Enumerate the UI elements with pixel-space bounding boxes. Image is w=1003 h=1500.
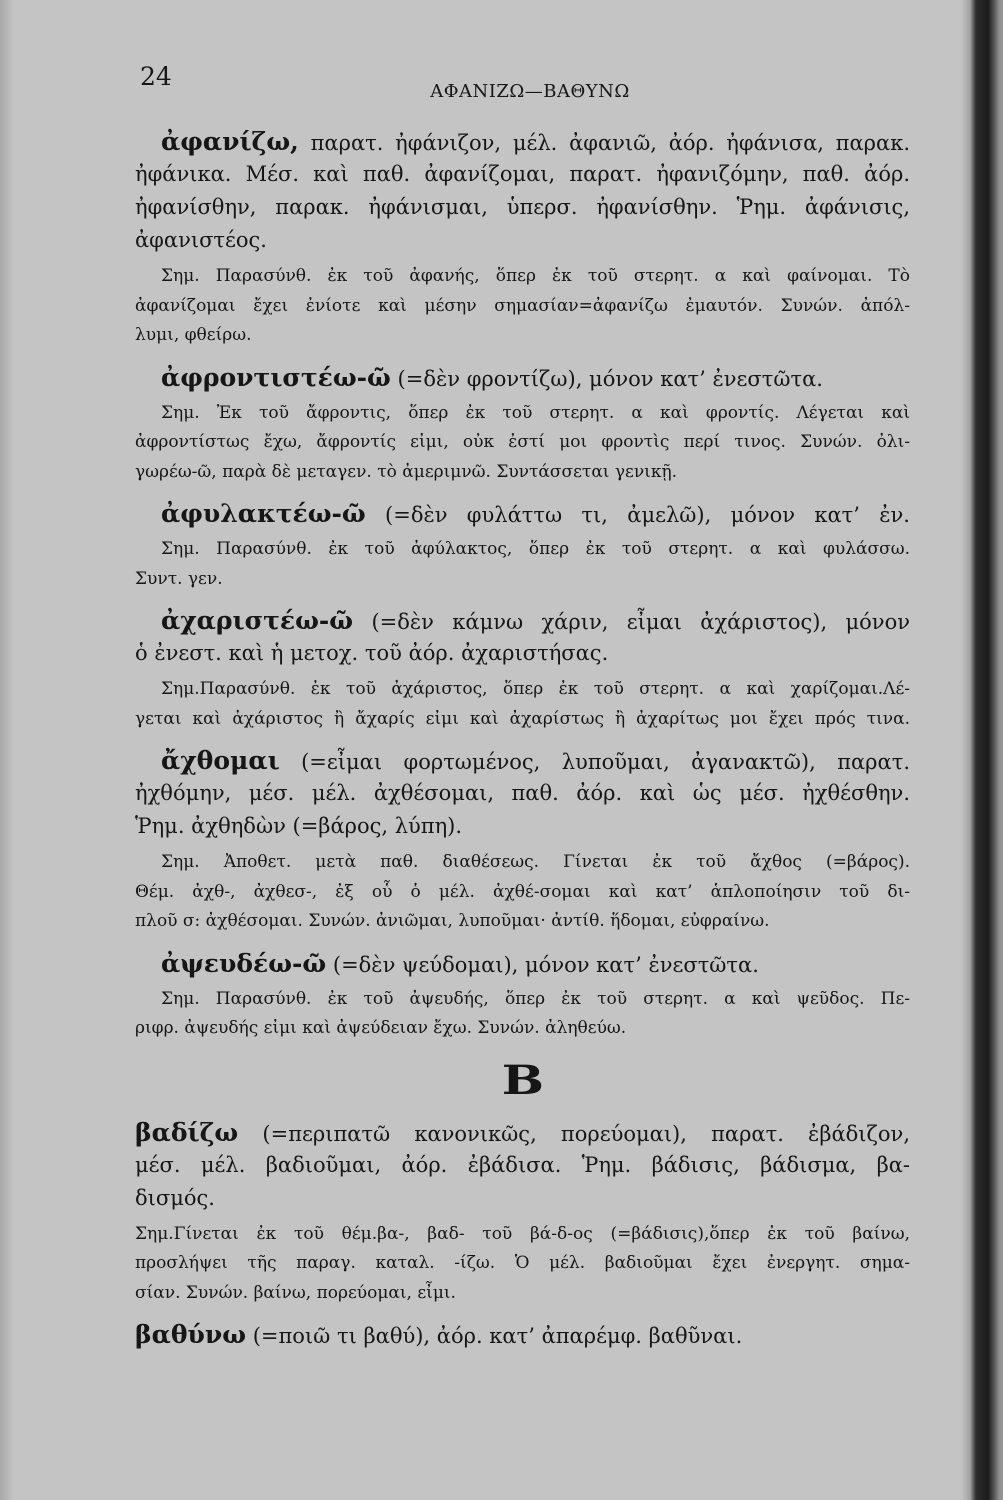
dictionary-entry: [135, 604, 910, 734]
headword: βαδίζω: [135, 1117, 239, 1147]
dictionary-entry: [135, 1116, 910, 1309]
note-line: πλοῦ σ: ἀχθέσομαι. Συνών. ἀνιῶμαι, λυποῦμαι· ἀντίθ. ἥδομαι, εὐφραίνω.: [135, 911, 770, 931]
entry-note: [135, 262, 910, 351]
note-line: ἀφανίζομαι ἔχει ἐνίοτε καὶ μέσην σημασίαν=ἀφανίζω ἐμαυτόν. Συνών. ἀπόλ-: [135, 295, 910, 316]
dictionary-entry: [135, 361, 910, 488]
page-left-edge: [0, 0, 14, 1500]
note-line: σίαν. Συνών. βαίνω, πορεύομαι, εἶμι.: [135, 1282, 456, 1303]
entry-line: [135, 361, 910, 394]
entry-line: ἠχθόμην, μέσ. μέλ. ἀχθέσομαι, παθ. ἀόρ. καὶ ὡς μέσ. ἠχθέσθην.: [135, 781, 910, 805]
note-line: Σημ. Ἀποθετ. μετὰ παθ. διαθέσεως. Γίνεται ἐκ τοῦ ἄχθος (=βάρος).: [161, 852, 910, 872]
entry-line: ἀφανιστέος.: [135, 228, 267, 252]
section-letter-text: Β: [501, 1056, 544, 1104]
book-binding-edge: [962, 0, 1003, 1500]
entry-line: [135, 497, 910, 530]
entry-line: [135, 1116, 910, 1149]
headword: βαθύνω: [135, 1320, 247, 1349]
entry-line: μέσ. μέλ. βαδιοῦμαι, ἀόρ. ἐβάδισα. Ῥημ. βάδισις, βάδισμα, βα-: [135, 1152, 910, 1177]
entry-note: [135, 535, 910, 594]
entry-note: [135, 1220, 910, 1309]
note-line: Σημ. Παρασύνθ. ἐκ τοῦ ἀψευδής, ὅπερ ἐκ τοῦ στερητ. α καὶ ψεῦδος. Πε-: [161, 988, 910, 1009]
dictionary-entry: [135, 947, 910, 1044]
note-line: Σημ.Παρασύνθ. ἐκ τοῦ ἀχάριστος, ὅπερ ἐκ τοῦ στερητ. α καὶ χαρίζομαι.Λέ-: [161, 679, 910, 699]
entry-text: παρατ. ἠφάνιζον, μέλ. ἀφανιῶ, ἀόρ. ἠφάνισα, παρακ.: [310, 131, 910, 155]
entry-text: (=περιπατῶ κανονικῶς, πορεύομαι), παρατ. ἐβάδιζον,: [262, 1121, 910, 1146]
note-line: Συντ. γεν.: [135, 568, 223, 589]
note-line: Σημ. Παρασύνθ. ἐκ τοῦ ἀφανής, ὅπερ ἐκ τοῦ στερητ. α καὶ φαίνομαι. Τὸ: [161, 266, 910, 286]
entry-text: (=δὲν κάμνω χάριν, εἶμαι ἀχάριστος), μόνον: [371, 610, 910, 634]
page-number: 24: [140, 62, 172, 91]
entry-line: ὁ ἐνεστ. καὶ ἡ μετοχ. τοῦ ἀόρ. ἀχαριστήσας.: [135, 641, 609, 665]
headword: ἀφυλακτέω-ῶ: [161, 499, 366, 528]
headword: ἀφροντιστέω-ῶ: [161, 362, 391, 392]
note-line: Σημ. Παρασύνθ. ἐκ τοῦ ἀφύλακτος, ὅπερ ἐκ τοῦ στερητ. α καὶ φυλάσσω.: [161, 539, 910, 559]
entry-text: (=ποιῶ τι βαθύ), ἀόρ. κατ’ ἀπαρέμφ. βαθῦναι.: [252, 1324, 743, 1348]
dictionary-entry: [135, 744, 910, 937]
entry-text: (=δὲν φυλάττω τι, ἀμελῶ), μόνον κατ’ ἐν.: [385, 503, 910, 527]
entry-text: (=εἶμαι φορτωμένος, λυποῦμαι, ἀγανακτῶ), παρατ.: [301, 750, 910, 774]
entry-note: [135, 399, 910, 488]
note-line: λυμι, φθείρω.: [135, 325, 252, 345]
entry-text: (=δὲν ψεύδομαι), μόνον κατ’ ἐνεστῶτα.: [332, 952, 759, 977]
headword: ἀχαριστέω-ῶ: [161, 606, 354, 635]
dictionary-entry: [135, 1318, 910, 1351]
entry-line: [135, 604, 910, 637]
note-line: γεται καὶ ἀχάριστος ἢ ἄχαρίς εἰμι καὶ ἀχαρίστως ἢ ἀχαρίτως μοι ἔχει πρός τινα.: [135, 708, 910, 729]
dictionary-entry: [135, 125, 910, 351]
entry-line: ἠφάνικα. Μέσ. καὶ παθ. ἀφανίζομαι, παρατ. ἠφανιζόμην, παθ. ἀόρ.: [135, 162, 910, 186]
headword: ἄχθομαι: [161, 746, 280, 775]
note-line: ριφρ. ἀψευδής εἰμι καὶ ἀψεύδειαν ἔχω. Συνών. ἀληθεύω.: [135, 1018, 627, 1038]
note-line: Θέμ. ἀχθ-, ἀχθεσ-, ἐξ οὗ ὁ μέλ. ἀχθέ-σομαι καὶ κατ’ ἁπλοποίησιν τοῦ δι-: [135, 881, 910, 902]
note-line: ἀφροντίστως ἔχω, ἄφροντίς εἰμι, οὐκ ἐστί μοι φροντὶς περί τινος. Συνών. ὀλι-: [135, 432, 910, 452]
entry-note: [135, 675, 910, 734]
note-line: γωρέω-ῶ, παρὰ δὲ μεταγεν. τὸ ἀμεριμνῶ. Συντάσσεται γενικῇ.: [135, 461, 678, 482]
entry-line: [135, 125, 910, 158]
note-line: προσλήψει τῆς παραγ. καταλ. -ίζω. Ὁ μέλ. βαδιοῦμαι ἔχει ἐνεργητ. σημα-: [135, 1253, 910, 1273]
page-body: [135, 125, 910, 1351]
note-line: Σημ. Ἐκ τοῦ ἄφροντις, ὅπερ ἐκ τοῦ στερητ. α καὶ φροντίς. Λέγεται καὶ: [161, 402, 910, 423]
entry-line: δισμός.: [135, 1185, 215, 1210]
headword: ἀψευδέω-ῶ: [161, 948, 327, 978]
note-line: Σημ.Γίνεται ἐκ τοῦ θέμ.βα-, βαδ- τοῦ βά-δ-ος (=βάδισις),ὅπερ ἐκ τοῦ βαίνω,: [135, 1223, 910, 1244]
entry-line: [135, 947, 910, 980]
entry-line: ἠφανίσθην, παρακ. ἠφάνισμαι, ὑπερσ. ἠφανίσθην. Ῥημ. ἀφάνισις,: [135, 195, 910, 219]
entry-line: [135, 1318, 910, 1351]
entry-note: [135, 985, 910, 1044]
dictionary-entry: [135, 497, 910, 594]
entry-line: [135, 744, 910, 777]
entry-line: Ῥημ. ἀχθηδὼν (=βάρος, λύπη).: [135, 814, 463, 838]
section-letter: [135, 1056, 910, 1106]
entry-text: (=δὲν φροντίζω), μόνον κατ’ ἐνεστῶτα.: [397, 366, 823, 391]
entry-note: [135, 848, 910, 937]
headword: ἀφανίζω,: [161, 127, 299, 156]
running-head: ΑΦΑΝΙΖΩ—ΒΑΘΥΝΩ: [430, 81, 630, 102]
